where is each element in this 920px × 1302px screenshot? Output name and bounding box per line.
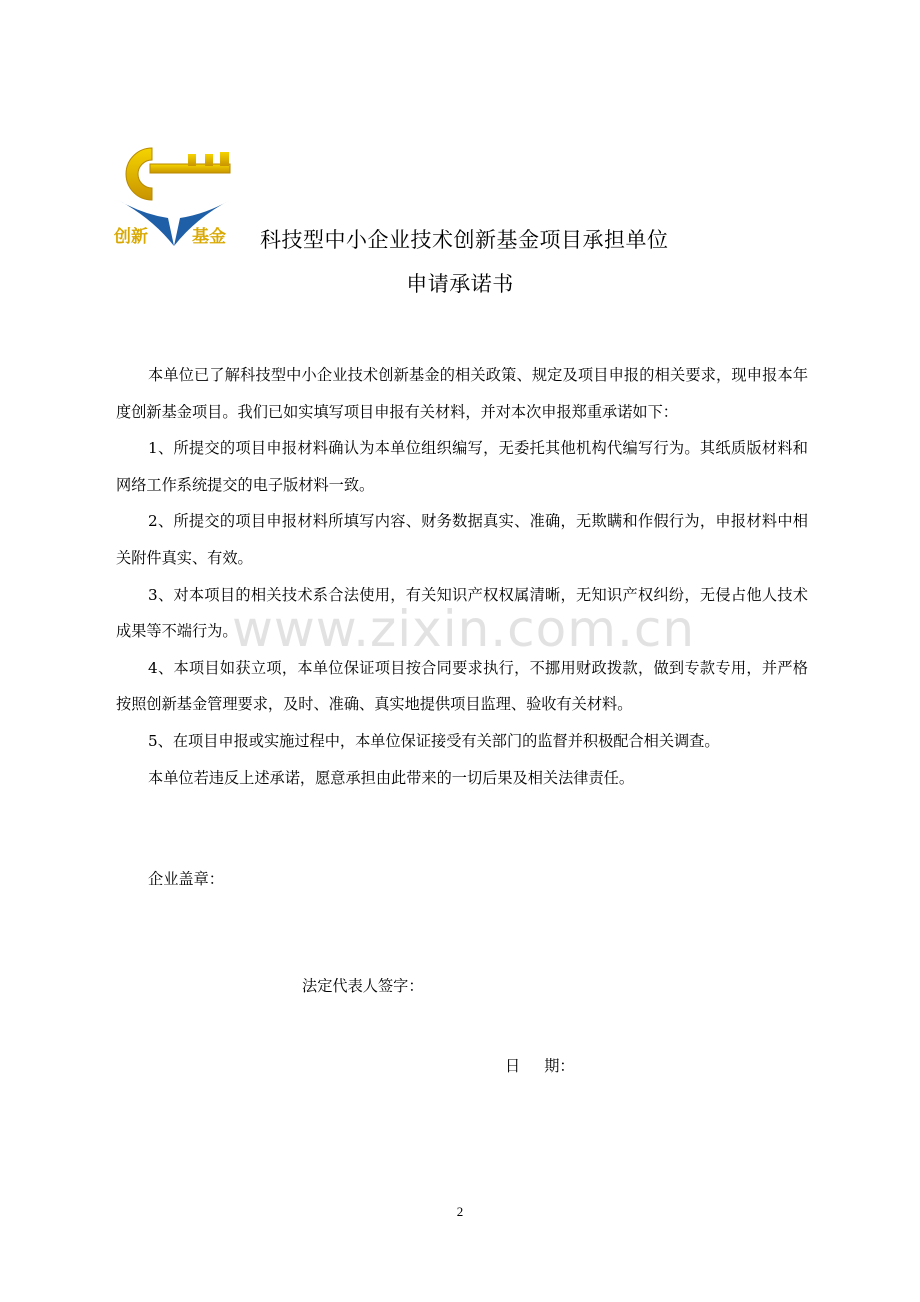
- commitment-item-4: 4、本项目如获立项，本单位保证项目按合同要求执行，不挪用财政拨款，做到专款专用，并严格按照创新基金管理要求，及时、准确、真实地提供项目监理、验收有关材料。: [116, 658, 808, 714]
- legal-representative-signature-label: 法定代表人签字：: [302, 977, 424, 995]
- svg-text:创新: 创新: [114, 227, 148, 247]
- commitment-item-3: 3、对本项目的相关技术系合法使用，有关知识产权权属清晰，无知识产权纠纷，无侵占他人技术成果等不端行为。: [116, 585, 808, 641]
- innovation-fund-logo: [112, 138, 236, 250]
- commitment-item-2: 2、所提交的项目申报材料所填写内容、财务数据真实、准确，无欺瞒和作假行为，申报材料中相关附件真实、有效。: [116, 512, 808, 567]
- commitment-item-1: 1、所提交的项目申报材料确认为本单位组织编写，无委托其他机构代编写行为。其纸质版材料和网络工作系统提交的电子版材料一致。: [116, 439, 808, 494]
- watermark: www.zixin.com.cn: [232, 600, 696, 658]
- key-logo-icon: [112, 138, 236, 250]
- document-title-line1: 科技型中小企业技术创新基金项目承担单位: [260, 228, 669, 252]
- svg-text:基金: 基金: [192, 227, 226, 247]
- date-label: [505, 1055, 575, 1076]
- company-seal-label: 企业盖章：: [148, 870, 224, 888]
- commitment-item-5: 5、在项目申报或实施过程中，本单位保证接受有关部门的监督并积极配合相关调查。: [148, 731, 720, 750]
- intro-paragraph: 本单位已了解科技型中小企业技术创新基金的相关政策、规定及项目申报的相关要求，现申报本年度创新基金项目。我们已如实填写项目申报有关材料，并对本次申报郑重承诺如下：: [116, 366, 808, 421]
- closing-paragraph: 本单位若违反上述承诺，愿意承担由此带来的一切后果及相关法律责任。: [148, 768, 634, 787]
- date-label-char2: 期：: [544, 1057, 575, 1075]
- commitment-body: [116, 357, 808, 796]
- page-number: 2: [456, 1204, 464, 1219]
- document-title-line2: 申请承诺书: [406, 272, 514, 296]
- date-label-char1: 日: [505, 1057, 521, 1075]
